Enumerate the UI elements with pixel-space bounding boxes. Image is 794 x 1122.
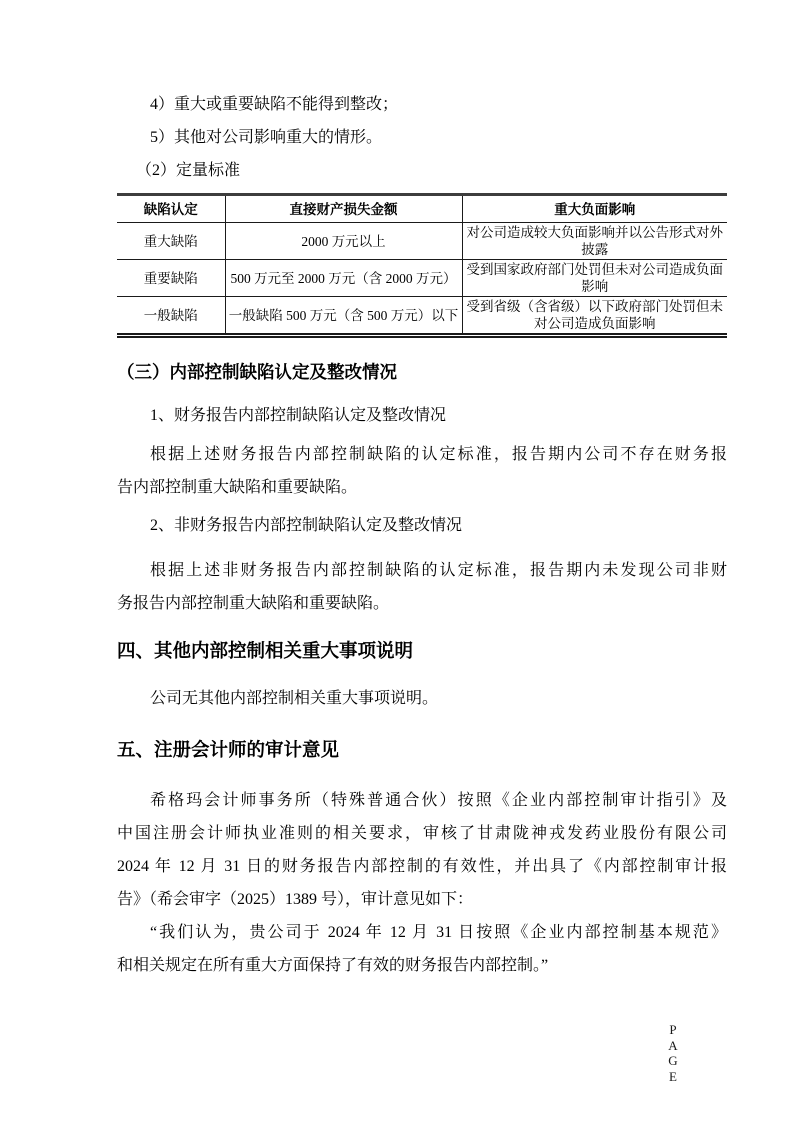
col-header-direct-loss: 直接财产损失金额 bbox=[225, 195, 462, 223]
paragraph-line: 中国注册会计师执业准则的相关要求，审核了甘肃陇神戎发药业股份有限公司 bbox=[117, 825, 727, 842]
col-header-negative-impact: 重大负面影响 bbox=[462, 195, 727, 223]
page-field-letter: A bbox=[668, 1037, 678, 1053]
cell-direct-loss: 2000 万元以上 bbox=[225, 223, 462, 260]
heading-section-five: 五、注册会计师的审计意见 bbox=[117, 739, 340, 760]
paragraph-line: 根据上述财务报告内部控制缺陷的认定标准，报告期内公司不存在财务报 bbox=[150, 446, 727, 463]
heading-section-three: （三）内部控制缺陷认定及整改情况 bbox=[117, 362, 397, 382]
list-item-4: 4）重大或重要缺陷不能得到整改； bbox=[150, 96, 399, 113]
paragraph-line: 根据上述非财务报告内部控制缺陷的认定标准，报告期内未发现公司非财 bbox=[150, 562, 727, 579]
paragraph-line: 告内部控制重大缺陷和重要缺陷。 bbox=[117, 479, 358, 496]
quantitative-standard-label: （2）定量标准 bbox=[136, 162, 241, 179]
paragraph-line: 2024 年 12 月 31 日的财务报告内部控制的有效性，并出具了《内部控制审计报 bbox=[117, 858, 727, 875]
cell-direct-loss: 一般缺陷 500 万元（含 500 万元）以下 bbox=[225, 297, 462, 336]
cell-defect-type: 重大缺陷 bbox=[117, 223, 225, 260]
paragraph-line: 公司无其他内部控制相关重大事项说明。 bbox=[150, 690, 439, 707]
paragraph-line: “我们认为，贵公司于 2024 年 12 月 31 日按照《企业内部控制基本规范》 bbox=[150, 924, 727, 941]
cell-direct-loss: 500 万元至 2000 万元（含 2000 万元） bbox=[225, 260, 462, 297]
page-field-letter: G bbox=[668, 1053, 678, 1068]
heading-section-four: 四、其他内部控制相关重大事项说明 bbox=[117, 640, 414, 661]
cell-negative-impact: 对公司造成较大负面影响并以公告形式对外披露 bbox=[462, 223, 727, 260]
table-row bbox=[117, 223, 727, 260]
page-content bbox=[117, 0, 727, 982]
list-item-5: 5）其他对公司影响重大的情形。 bbox=[150, 129, 383, 146]
subheading-1: 1、财务报告内部控制缺陷认定及整改情况 bbox=[150, 407, 447, 424]
table-row bbox=[117, 260, 727, 297]
paragraph-line: 告》（希会审字（2025）1389 号），审计意见如下： bbox=[117, 891, 474, 908]
table-row bbox=[117, 297, 727, 336]
col-header-defect-type: 缺陷认定 bbox=[117, 195, 225, 223]
page-field-letter: P bbox=[669, 1022, 677, 1037]
paragraph-line: 务报告内部控制重大缺陷和重要缺陷。 bbox=[117, 595, 390, 612]
paragraph-line: 和相关规定在所有重大方面保持了有效的财务报告内部控制。” bbox=[117, 957, 549, 974]
cell-negative-impact: 受到省级（含省级）以下政府部门处罚但未对公司造成负面影响 bbox=[462, 297, 727, 336]
cell-defect-type: 一般缺陷 bbox=[143, 307, 198, 323]
page-field-letter: E bbox=[669, 1068, 677, 1084]
cell-negative-impact: 受到国家政府部门处罚但未对公司造成负面影响 bbox=[462, 260, 727, 297]
table-header-row bbox=[117, 195, 727, 223]
paragraph-line: 希格玛会计师事务所（特殊普通合伙）按照《企业内部控制审计指引》及 bbox=[150, 792, 727, 809]
subheading-2: 2、非财务报告内部控制缺陷认定及整改情况 bbox=[150, 517, 463, 534]
page-number-field bbox=[662, 1022, 684, 1084]
cell-defect-type: 重要缺陷 bbox=[117, 260, 225, 297]
defect-criteria-table bbox=[117, 193, 727, 338]
